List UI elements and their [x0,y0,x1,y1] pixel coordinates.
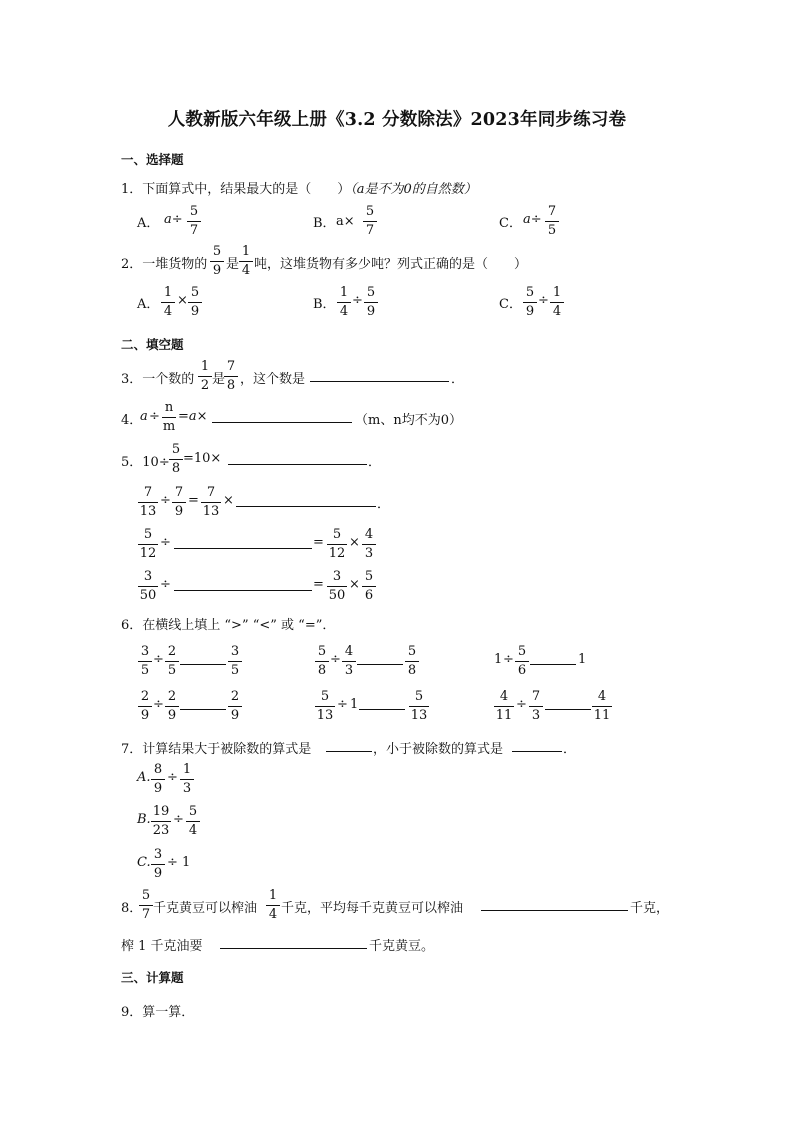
answer-blank-greater[interactable] [326,751,372,752]
question-8-text-4: 榨 1 千克油要 [121,939,203,954]
fraction-5-13: 5 13 [410,689,428,723]
fraction-5-12: 5 12 [139,527,157,561]
compare-blank[interactable] [180,709,226,710]
section-heading-fill: 二、填空题 [121,337,184,352]
fraction-2-5: 2 5 [165,645,179,679]
fraction-5-6: 5 6 [362,570,376,604]
fraction-4-11: 4 11 [495,689,513,723]
fraction-5-4: 5 4 [186,805,200,839]
q1-option-b-label[interactable]: B． [313,216,336,231]
q7-option-c-label[interactable]: C. [137,855,151,870]
fraction-5-8: 5 8 [169,443,183,477]
question-1-stem [121,178,477,197]
answer-blank[interactable] [310,381,449,382]
answer-blank-less[interactable] [512,751,562,752]
question-8-text-3: 千克， [630,901,670,916]
fraction-5-7: 5 7 [187,205,201,239]
denominator-m: m [162,419,176,434]
fraction-2-9: 2 9 [165,690,179,724]
answer-blank[interactable] [236,506,376,507]
q1-b-var: a× [336,214,355,229]
question-8-number: 8． [121,901,143,916]
question-6-stem: 6．在横线上填上 “>” “<” 或 “=”． [121,618,336,633]
question-3-pre: 3．一个数的 [121,372,195,387]
period: ． [451,372,465,387]
period: ． [377,497,391,512]
question-8-text-1: 千克黄豆可以榨油 [153,901,258,916]
fraction-3-5: 3 5 [228,645,242,679]
question-1-note: （a是不为0的自然数） [350,182,477,197]
fraction-4-11: 4 11 [593,689,611,723]
fraction-7-13: 7 13 [202,485,220,519]
number-one: 1 [350,697,359,712]
divide-sign: ÷ [160,493,171,508]
compare-blank[interactable] [545,709,591,710]
equals-10-times: =10× [183,451,222,466]
fraction-2-9: 2 9 [138,690,152,724]
answer-blank-beans-per-kg[interactable] [220,948,367,949]
question-8-text-2: 千克，平均每千克黄豆可以榨油 [281,901,464,916]
number-one: 1 [182,855,191,870]
period: ． [563,742,577,757]
equals-sign: = [313,577,324,592]
fraction-5-9: 5 9 [364,286,378,320]
compare-blank[interactable] [530,664,576,665]
fraction-3-9: 3 9 [151,848,165,882]
divide-sign: ÷ [167,770,178,785]
question-8-text-5: 千克黄豆。 [369,939,435,954]
equals-a-times: =a× [178,409,208,424]
fraction-19-23: 19 23 [152,804,170,838]
fraction-5-9: 5 9 [188,286,202,320]
q2-option-b-label[interactable]: B． [313,297,336,312]
fraction-1-4: 1 4 [161,286,175,320]
q1-option-a-label[interactable]: A． [137,216,160,231]
q7-option-a-label[interactable]: A. [137,770,151,785]
question-4-number: 4． [121,413,143,428]
answer-blank[interactable] [212,422,352,423]
number-one: 1 [494,652,503,667]
fraction-2-9: 2 9 [228,690,242,724]
section-heading-choice: 一、选择题 [121,152,184,167]
divide-sign: ÷ [516,697,527,712]
times-sign: × [349,577,360,592]
compare-blank[interactable] [357,664,403,665]
fraction-1-3: 1 3 [180,763,194,797]
numerator-n: n [164,400,174,415]
question-9-stem: 9．算一算． [121,1005,195,1020]
question-3-post: ，这个数是 [240,372,306,387]
fraction-5-6: 5 6 [515,645,529,679]
question-4-note: （m、n均不为0） [355,413,462,428]
compare-blank[interactable] [359,709,405,710]
answer-blank[interactable] [228,464,367,465]
fraction-5-8: 5 8 [405,645,419,679]
period: ． [368,455,382,470]
fraction-n-m [162,401,176,435]
fraction-5-9: 5 9 [210,245,224,279]
fraction-5-12: 5 12 [328,527,346,561]
var-a: a [140,409,148,424]
divide-sign: ÷ [149,409,160,424]
fraction-4-3: 4 3 [342,645,356,679]
fraction-5-13: 5 13 [316,689,334,723]
divide-sign: ÷ [538,293,549,308]
fraction-1-4: 1 4 [266,889,280,923]
fraction-1-4: 1 4 [337,286,351,320]
times-sign: × [349,535,360,550]
question-2-pre: 2．一堆货物的 [121,257,208,272]
fraction-1-2: 1 2 [198,360,212,394]
divide-sign: ÷ [167,855,178,870]
fraction-7-9: 7 9 [172,486,186,520]
answer-blank[interactable] [174,590,312,591]
fraction-3-50: 3 50 [139,569,157,603]
question-2-mid: 是 [226,257,240,272]
q1-option-c-label[interactable]: C． [499,216,522,231]
fraction-8-9: 8 9 [151,763,165,797]
question-5-lead: 5．10÷ [121,455,170,470]
fraction-5-9: 5 9 [523,286,537,320]
times-sign: × [177,293,188,308]
compare-blank[interactable] [180,664,226,665]
divide-sign: ÷ [352,293,363,308]
fraction-3-5: 3 5 [138,645,152,679]
divide-sign: ÷ [503,652,514,667]
divide-sign: ÷ [337,697,348,712]
page-title: 人教新版六年级上册《3.2 分数除法》2023年同步练习卷 [167,110,627,130]
fraction-1-4: 1 4 [550,286,564,320]
q1-c-var: a÷ [523,212,542,227]
fraction-7-3: 7 3 [529,690,543,724]
number-one: 1 [578,652,587,667]
divide-sign: ÷ [160,577,171,592]
times-sign: × [223,493,234,508]
divide-sign: ÷ [153,697,164,712]
fraction-5-7: 5 7 [139,889,153,923]
fraction-7-13: 7 13 [139,485,157,519]
fraction-1-4: 1 4 [239,245,253,279]
q2-option-a-label[interactable]: A． [137,297,160,312]
divide-sign: ÷ [173,812,184,827]
divide-sign: ÷ [330,652,341,667]
question-3-mid: 是 [212,372,226,387]
fraction-7-8: 7 8 [224,360,238,394]
q7-option-b-label[interactable]: B. [137,812,151,827]
equals-sign: = [313,535,324,550]
q2-option-c-label[interactable]: C． [499,297,522,312]
q1-a-var: a÷ [164,212,183,227]
answer-blank-oil-per-kg[interactable] [481,910,628,911]
section-heading-calc: 三、计算题 [121,970,184,985]
answer-blank[interactable] [174,548,312,549]
question-7-stem-b: ，小于被除数的算式是 [373,742,504,757]
fraction-5-7: 5 7 [363,205,377,239]
question-7-stem-a: 7．计算结果大于被除数的算式是 [121,742,312,757]
fraction-4-3: 4 3 [362,528,376,562]
divide-sign: ÷ [153,652,164,667]
fraction-3-50: 3 50 [328,569,346,603]
fraction-5-8: 5 8 [315,645,329,679]
question-1-text: 1．下面算式中，结果最大的是（ ） [121,182,351,197]
equals-sign: = [188,493,199,508]
divide-sign: ÷ [160,535,171,550]
question-2-post: 吨，这堆货物有多少吨？列式正确的是（ ） [254,257,528,272]
fraction-7-5: 7 5 [545,205,559,239]
